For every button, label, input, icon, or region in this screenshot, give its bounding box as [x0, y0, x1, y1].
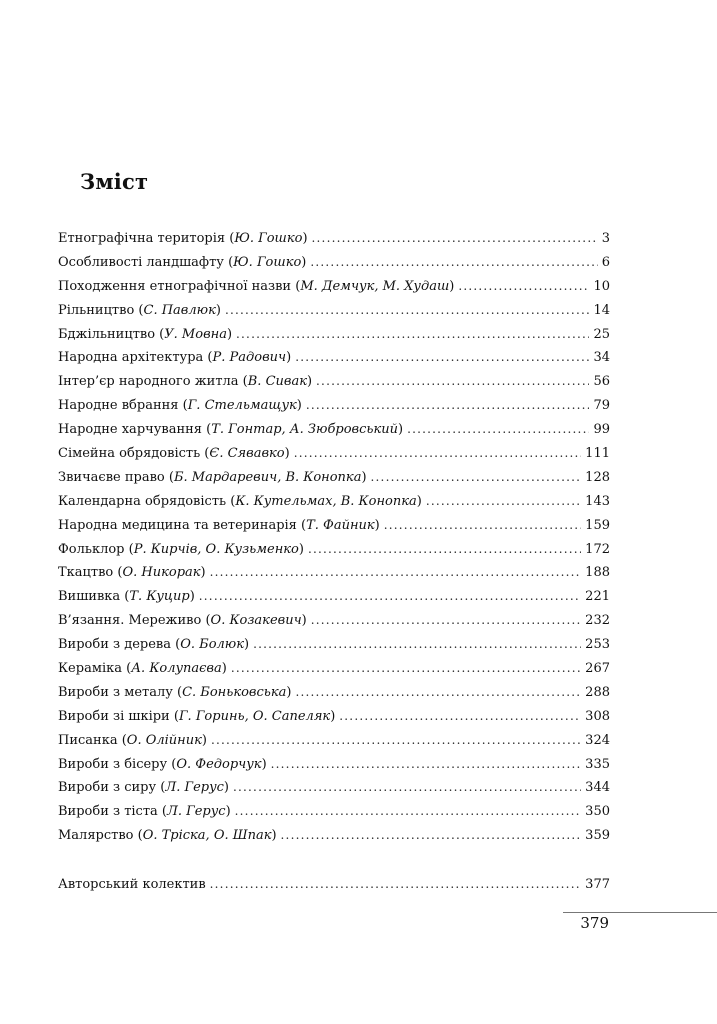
toc-entry[interactable]	[58, 612, 610, 636]
leader-dots	[233, 779, 581, 795]
toc-entry-author: Л. Герус	[165, 780, 224, 796]
table-of-contents	[58, 230, 610, 900]
toc-entry[interactable]	[58, 756, 610, 780]
toc-entry[interactable]	[58, 803, 610, 827]
leader-dots	[371, 469, 582, 485]
toc-entry-page: 34	[593, 350, 610, 366]
leader-dots	[271, 756, 582, 772]
toc-entry-page: 99	[593, 422, 610, 438]
toc-entry-text: Фольклор (Р. Кирчів, О. Кузьменко)	[58, 541, 304, 557]
toc-entry[interactable]	[58, 588, 610, 612]
toc-entry[interactable]	[58, 230, 610, 254]
toc-entry-author: С. Боньковська	[182, 684, 287, 700]
toc-entry[interactable]	[58, 326, 610, 350]
toc-entry-text: Етнографічна територія (Ю. Гошко)	[58, 231, 308, 246]
toc-entry-title: Вишивка	[58, 589, 121, 605]
toc-entry[interactable]	[58, 302, 610, 326]
toc-entry-text: Вишивка (Т. Куцир)	[58, 589, 195, 605]
toc-entry-title: Народне вбрання	[58, 398, 179, 414]
leader-dots	[281, 827, 582, 843]
toc-entry-text: Звичаєве право (Б. Мардаревич, В. Конопка)	[58, 469, 367, 485]
toc-entry-title: Календарна обрядовість	[58, 493, 227, 509]
toc-entry-text: Вироби з дерева (О. Болюк)	[58, 637, 250, 653]
toc-entry[interactable]	[58, 469, 610, 493]
toc-entry[interactable]	[58, 278, 610, 302]
toc-entry-page: 25	[593, 326, 610, 342]
toc-entry[interactable]	[58, 349, 610, 373]
toc-entry-author: Р. Кирчів, О. Кузьменко	[133, 541, 299, 557]
toc-entry-title: Етнографічна територія	[58, 231, 226, 246]
toc-entry-author: Л. Герус	[167, 804, 226, 820]
toc-entry-text: Вироби з тіста (Л. Герус)	[58, 804, 231, 820]
toc-entry-page: 128	[585, 469, 610, 485]
toc-entry-title: Вироби з сиру	[58, 780, 157, 796]
toc-entry-text: Народна медицина та ветеринарія (Т. Файник)	[58, 517, 380, 533]
leader-dots	[308, 541, 581, 557]
toc-entry-page: 344	[585, 780, 610, 796]
toc-entry-author: О. Тріска, О. Шпак	[142, 828, 272, 844]
toc-entry-text: Особливості ландшафту (Ю. Гошко)	[58, 254, 307, 270]
toc-entry-title: Вироби зі шкіри	[58, 708, 170, 724]
toc-entry-author: М. Демчук, М. Худаш	[300, 278, 450, 294]
toc-gap	[58, 851, 610, 876]
leader-dots	[225, 302, 590, 318]
leader-dots	[306, 397, 590, 413]
toc-entry-title: Вироби з бісеру	[58, 756, 168, 772]
toc-entry-page: 143	[585, 493, 610, 509]
toc-entry-text: Походження етнографічної назви (М. Демчук, М. Худаш)	[58, 278, 455, 294]
toc-entry-text: Ткацтво (О. Никорак)	[58, 565, 206, 581]
page-title: Зміст	[80, 169, 149, 194]
toc-entry-text: Народне вбрання (Г. Стельмащук)	[58, 398, 302, 414]
toc-entry-page: 335	[585, 756, 610, 772]
toc-entry-author: О. Никорак	[122, 565, 201, 581]
leader-dots	[316, 373, 589, 389]
toc-entry-text: Вироби з бісеру (О. Федорчук)	[58, 756, 267, 772]
toc-entry-author: Т. Файник	[306, 517, 375, 533]
toc-entry-text: Вироби зі шкіри (Г. Горинь, О. Сапеляк)	[58, 708, 336, 724]
toc-entry[interactable]	[58, 779, 610, 803]
leader-dots	[253, 636, 581, 652]
leader-dots	[426, 493, 581, 509]
toc-entry[interactable]	[58, 397, 610, 421]
toc-entry-title: Рільництво	[58, 302, 135, 318]
toc-entry-page: 232	[585, 613, 610, 629]
page-number: 379	[580, 914, 609, 932]
toc-entry-title: Народна архітектура	[58, 350, 204, 366]
toc-entry-author: О. Олійник	[126, 732, 202, 748]
toc-entry-text: Народне харчування (Т. Гонтар, А. Зюбровський)	[58, 422, 404, 438]
toc-entry-page: 14	[593, 302, 610, 318]
toc-entry[interactable]	[58, 421, 610, 445]
toc-entry-text: Вироби з сиру (Л. Герус)	[58, 780, 229, 796]
toc-entry-page: 288	[585, 684, 610, 700]
toc-entry-text: Бджільництво (У. Мовна)	[58, 326, 233, 342]
toc-entry[interactable]	[58, 445, 610, 469]
leader-dots	[199, 588, 581, 604]
toc-entry-text: Писанка (О. Олійник)	[58, 732, 207, 748]
leader-dots	[295, 349, 589, 365]
toc-entry[interactable]	[58, 564, 610, 588]
toc-entry-title: Вироби з дерева	[58, 637, 171, 653]
leader-dots	[384, 517, 581, 533]
toc-entry-page: 267	[585, 661, 610, 677]
toc-entry-page: 253	[585, 637, 610, 653]
toc-entry-title: Вироби з тіста	[58, 804, 158, 820]
toc-entry-title: Народна медицина та ветеринарія	[58, 517, 297, 533]
toc-entry-title: Бджільництво	[58, 326, 156, 342]
leader-dots	[407, 421, 589, 437]
toc-entry-page: 56	[593, 374, 610, 390]
toc-entry-page: 79	[593, 398, 610, 414]
toc-entry-author: Ю. Гошко	[233, 254, 302, 270]
toc-entry-text: Інтер’єр народного житла (В. Сивак)	[58, 374, 313, 390]
toc-entry-author: О. Болюк	[180, 637, 245, 653]
leader-dots	[211, 732, 581, 748]
leader-dots	[235, 803, 582, 819]
toc-entry[interactable]	[58, 708, 610, 732]
leader-dots	[312, 230, 598, 246]
toc-entry-text: Кераміка (А. Колупаєва)	[58, 661, 227, 677]
toc-entry-text: Календарна обрядовість (К. Кутельмах, В. Конопка)	[58, 493, 422, 509]
toc-entry-page: 188	[585, 565, 610, 581]
toc-entry[interactable]	[58, 660, 610, 684]
toc-entry-text: Малярство (О. Тріска, О. Шпак)	[58, 828, 277, 844]
toc-entry-title: Малярство	[58, 828, 134, 844]
leader-dots	[231, 660, 581, 676]
toc-entry-page: 350	[585, 804, 610, 820]
leader-dots	[210, 876, 582, 892]
toc-entry-page: 159	[585, 517, 610, 533]
toc-entry[interactable]	[58, 827, 610, 851]
leader-dots	[458, 278, 589, 294]
toc-entry-author: Б. Мардаревич, В. Конопка	[173, 469, 362, 485]
toc-entry-author: С. Павлюк	[143, 302, 216, 318]
toc-entry-page: 324	[585, 732, 610, 748]
toc-entry-title: Народне харчування	[58, 422, 202, 438]
toc-entry[interactable]	[58, 636, 610, 660]
toc-entry-author: Ю. Гошко	[234, 231, 303, 246]
toc-entry[interactable]	[58, 541, 610, 565]
toc-entry[interactable]	[58, 254, 610, 278]
toc-entry-page: 10	[593, 278, 610, 294]
toc-entry-title: Сімейна обрядовість	[58, 446, 201, 462]
leader-dots	[295, 684, 581, 700]
leader-dots	[339, 708, 581, 724]
toc-entry-title: Авторський колектив	[58, 877, 206, 893]
toc-entry-author: О. Федорчук	[176, 756, 262, 772]
toc-entry-page: 359	[585, 828, 610, 844]
toc-entry[interactable]	[58, 732, 610, 756]
toc-entry-author: Г. Горинь, О. Сапеляк	[178, 708, 331, 724]
toc-entry[interactable]	[58, 373, 610, 397]
toc-entries	[58, 230, 610, 851]
toc-entry-title: Особливості ландшафту	[58, 254, 224, 270]
toc-entry-author: Р. Радович	[212, 350, 287, 366]
toc-entry-author: А. Колупаєва	[131, 661, 222, 677]
toc-entry-title: Писанка	[58, 732, 118, 748]
toc-entry-author: Є. Сявавко	[209, 446, 285, 462]
leader-dots	[310, 254, 597, 270]
leader-dots	[311, 612, 581, 628]
toc-entry-title: Ткацтво	[58, 565, 114, 581]
toc-entry-page: 3	[601, 231, 610, 246]
toc-entry-page: 172	[585, 541, 610, 557]
toc-entry-text: Рільництво (С. Павлюк)	[58, 302, 221, 318]
toc-entry-text: Вироби з металу (С. Боньковська)	[58, 684, 292, 700]
toc-entry-title: В’язання. Мереживо	[58, 613, 202, 629]
toc-entry-author: В. Сивак	[247, 374, 307, 390]
toc-entry-title: Походження етнографічної назви	[58, 278, 292, 294]
footer-rule	[563, 912, 717, 913]
toc-entry-authors[interactable]	[58, 876, 610, 900]
toc-entry-page: 111	[585, 446, 610, 462]
toc-entry-text: Сімейна обрядовість (Є. Сявавко)	[58, 446, 290, 462]
toc-entry-author: Т. Гонтар, А. Зюбровський	[211, 422, 398, 438]
leader-dots	[210, 564, 582, 580]
toc-entry-page: 377	[585, 877, 610, 893]
toc-entry-author: Т. Куцир	[129, 589, 190, 605]
leader-dots	[294, 445, 581, 461]
toc-entry-page: 308	[585, 708, 610, 724]
toc-entry-text: Народна архітектура (Р. Радович)	[58, 350, 292, 366]
toc-entry-page: 221	[585, 589, 610, 605]
toc-entry-text: В’язання. Мереживо (О. Козакевич)	[58, 613, 307, 629]
toc-entry-author: Г. Стельмащук	[187, 398, 297, 414]
toc-entry-title: Фольклор	[58, 541, 125, 557]
toc-entry-author: О. Козакевич	[210, 613, 302, 629]
toc-entry[interactable]	[58, 684, 610, 708]
toc-entry-page: 6	[601, 254, 610, 270]
toc-entry[interactable]	[58, 493, 610, 517]
toc-entry-title: Інтер’єр народного житла	[58, 374, 239, 390]
toc-entry[interactable]	[58, 517, 610, 541]
toc-entry-author: К. Кутельмах, В. Конопка	[235, 493, 417, 509]
leader-dots	[236, 326, 589, 342]
toc-entry-title: Вироби з металу	[58, 684, 173, 700]
toc-entry-title: Звичаєве право	[58, 469, 165, 485]
toc-entry-author: У. Мовна	[164, 326, 227, 342]
toc-entry-title: Кераміка	[58, 661, 122, 677]
